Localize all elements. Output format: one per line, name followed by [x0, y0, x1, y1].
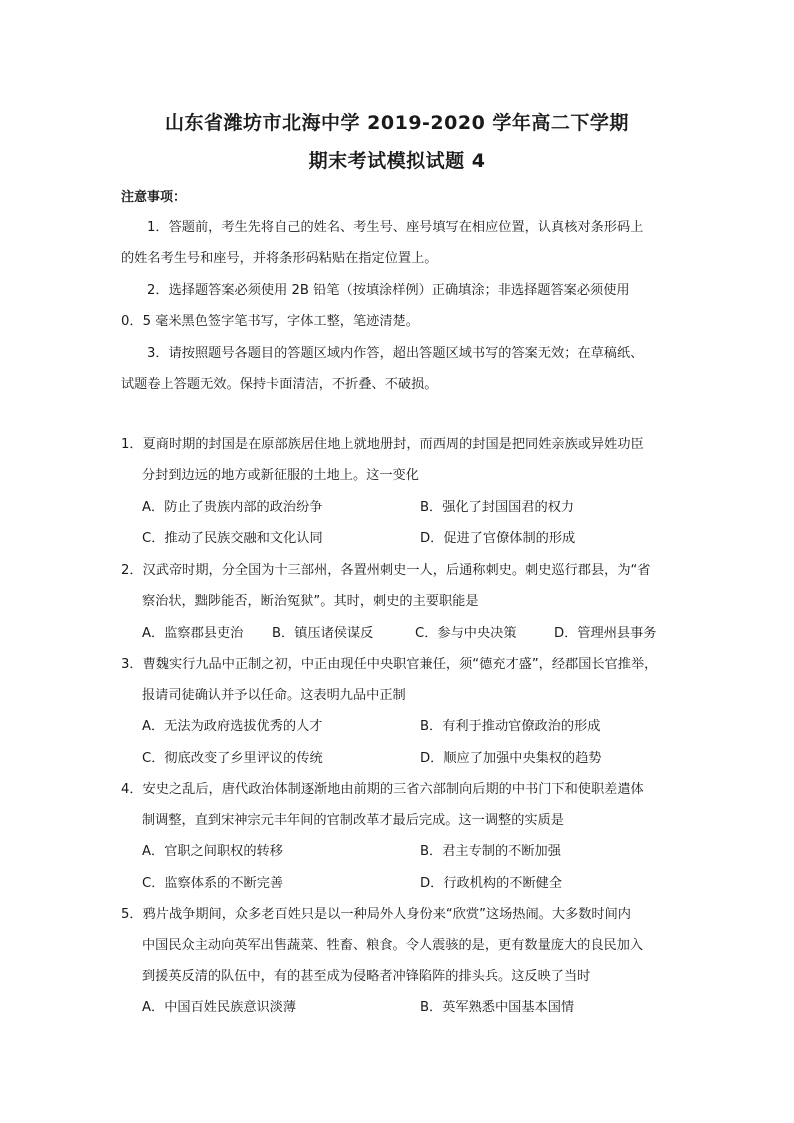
question-1-option-c: C．推动了民族交融和文化认同: [142, 531, 323, 546]
question-2-stem-1: 2．汉武帝时期，分全国为十三部州，各置州刺史一人，后通称刺史。刺史巡行郡县，为“省: [121, 563, 651, 578]
question-2-option-a: A．监察郡县吏治: [142, 626, 244, 641]
question-1-stem-1: 1．夏商时期的封国是在原部族居住地上就地册封，而西周的封国是把同姓亲族或异姓功臣: [121, 437, 644, 452]
question-4-stem-2: 制调整，直到宋神宗元丰年间的官制改革才最后完成。这一调整的实质是: [142, 813, 564, 828]
notice-line-2: 的姓名考生号和座号，并将条形码粘贴在指定位置上。: [121, 251, 438, 266]
notice-line-5: 3．请按照题号各题目的答题区域内作答，超出答题区域书写的答案无效；在草稿纸、: [147, 346, 644, 361]
question-4-option-a: A．官职之间职权的转移: [142, 844, 283, 859]
question-2-option-b: B．镇压诸侯谋反: [272, 626, 374, 641]
question-5-stem-1: 5．鸦片战争期间，众多老百姓只是以一种局外人身份来“欣赏”这场热闹。大多数时间内: [121, 907, 631, 922]
question-4-stem-1: 4．安史之乱后，唐代政治体制逐渐地由前期的三省六部制向后期的中书门下和使职差遣体: [121, 782, 644, 797]
question-4-option-c: C．监察体系的不断完善: [142, 876, 284, 891]
question-4-option-b: B．君主专制的不断加强: [420, 844, 561, 859]
question-1-option-d: D．促进了官僚体制的形成: [420, 531, 576, 546]
question-3-option-d: D．顺应了加强中央集权的趋势: [420, 751, 602, 766]
notice-line-6: 试题卷上答题无效。保持卡面清洁，不折叠、不破损。: [121, 377, 438, 392]
question-2-stem-2: 察治状，黜陟能否，断治冤狱”。其时，刺史的主要职能是: [142, 594, 479, 609]
question-1-stem-2: 分封到边远的地方或新征服的土地上。这一变化: [142, 468, 419, 483]
notice-line-4: 0．5 毫米黑色签字笔书写，字体工整，笔迹清楚。: [121, 314, 419, 329]
question-2-option-d: D．管理州县事务: [554, 626, 657, 641]
question-5-stem-2: 中国民众主动向英军出售蔬菜、牲畜、粮食。令人震骇的是，更有数量庞大的良民加入: [142, 938, 644, 953]
question-1-option-b: B．强化了封国国君的权力: [420, 500, 575, 515]
question-3-stem-1: 3．曹魏实行九品中正制之初，中正由现任中央职官兼任，须“德充才盛”，经郡国长官推举，: [121, 657, 658, 672]
question-4-option-d: D．行政机构的不断健全: [420, 876, 563, 891]
notice-heading: 注意事项：: [121, 190, 187, 205]
notice-line-1: 1．答题前，考生先将自己的姓名、考生号、座号填写在相应位置，认真核对条形码上: [147, 220, 644, 235]
notice-line-3: 2．选择题答案必须使用 2B 铅笔（按填涂样例）正确填涂；非选择题答案必须使用: [147, 283, 630, 298]
question-2-option-c: C．参与中央决策: [415, 626, 517, 641]
question-3-option-c: C．彻底改变了乡里评议的传统: [142, 751, 323, 766]
question-5-option-b: B．英军熟悉中国基本国情: [420, 1000, 575, 1015]
question-5-stem-3: 到援英反清的队伍中，有的甚至成为侵略者冲锋陷阵的排头兵。这反映了当时: [142, 969, 591, 984]
question-3-stem-2: 报请司徒确认并予以任命。这表明九品中正制: [142, 688, 406, 703]
question-3-option-a: A．无法为政府选拔优秀的人才: [142, 719, 323, 734]
title-line-1: 山东省潍坊市北海中学 2019-2020 学年高二下学期: [165, 112, 629, 134]
question-3-option-b: B．有利于推动官僚政治的形成: [420, 719, 601, 734]
question-1-option-a: A．防止了贵族内部的政治纷争: [142, 500, 323, 515]
question-5-option-a: A．中国百姓民族意识淡薄: [142, 1000, 297, 1015]
title-line-2: 期末考试模拟试题 4: [308, 150, 486, 172]
